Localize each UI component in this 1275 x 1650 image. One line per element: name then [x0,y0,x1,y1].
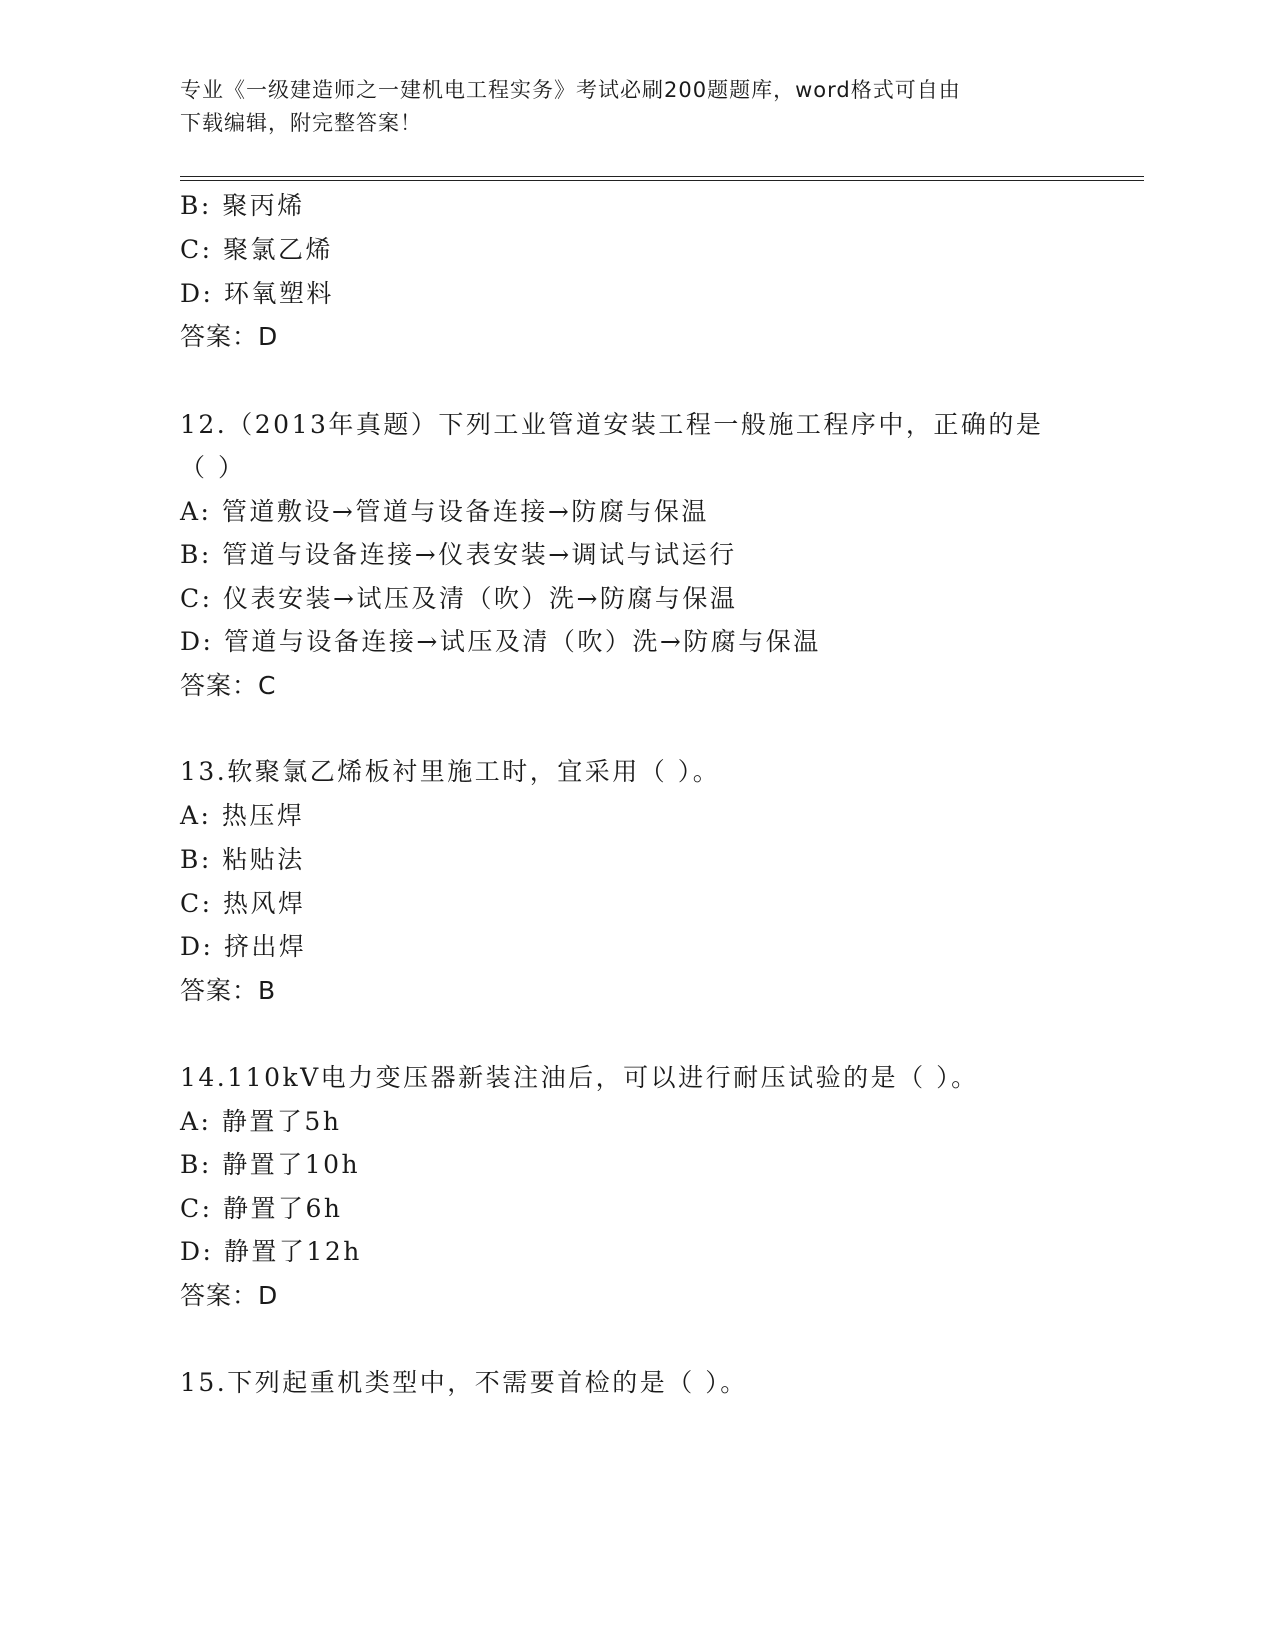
question-stem: 15.下列起重机类型中，不需要首检的是（ ）。 [180,1368,748,1397]
option-c: C: 热风焊 [180,889,306,918]
option-a: A: 管道敷设→管道与设备连接→防腐与保温 [180,497,709,526]
option-d: D: 环氧塑料 [180,279,334,308]
question-stem-continued: （ ） [180,453,246,482]
option-b: B: 粘贴法 [180,845,305,874]
answer: 答案：D [180,322,279,351]
question-stem: 12.（2013年真题）下列工业管道安装工程一般施工程序中，正确的是 [180,410,1044,439]
option-d: D: 管道与设备连接→试压及清（吹）洗→防腐与保温 [180,627,821,656]
header-line-1: 专业《一级建造师之一建机电工程实务》考试必刷200题题库，word格式可自由 [180,78,961,102]
option-b: B: 静置了10h [180,1150,361,1179]
header-line-2: 下载编辑，附完整答案！ [180,111,422,135]
option-c: C: 聚氯乙烯 [180,235,333,264]
option-c: C: 静置了6h [180,1194,343,1223]
option-d: D: 挤出焊 [180,932,307,961]
option-d: D: 静置了12h [180,1237,362,1266]
question-stem: 13.软聚氯乙烯板衬里施工时，宜采用（ ）。 [180,757,721,786]
answer: 答案：D [180,1281,279,1310]
document-header [180,74,1060,140]
header-divider [180,176,1144,181]
option-a: A: 静置了5h [180,1107,342,1136]
answer: 答案：B [180,976,277,1005]
option-c: C: 仪表安装→试压及清（吹）洗→防腐与保温 [180,584,738,613]
option-a: A: 热压焊 [180,801,305,830]
option-b: B: 聚丙烯 [180,191,305,220]
answer: 答案：C [180,671,277,700]
option-b: B: 管道与设备连接→仪表安装→调试与试运行 [180,540,737,569]
question-stem: 14.110kV电力变压器新装注油后，可以进行耐压试验的是（ ）。 [180,1063,979,1092]
